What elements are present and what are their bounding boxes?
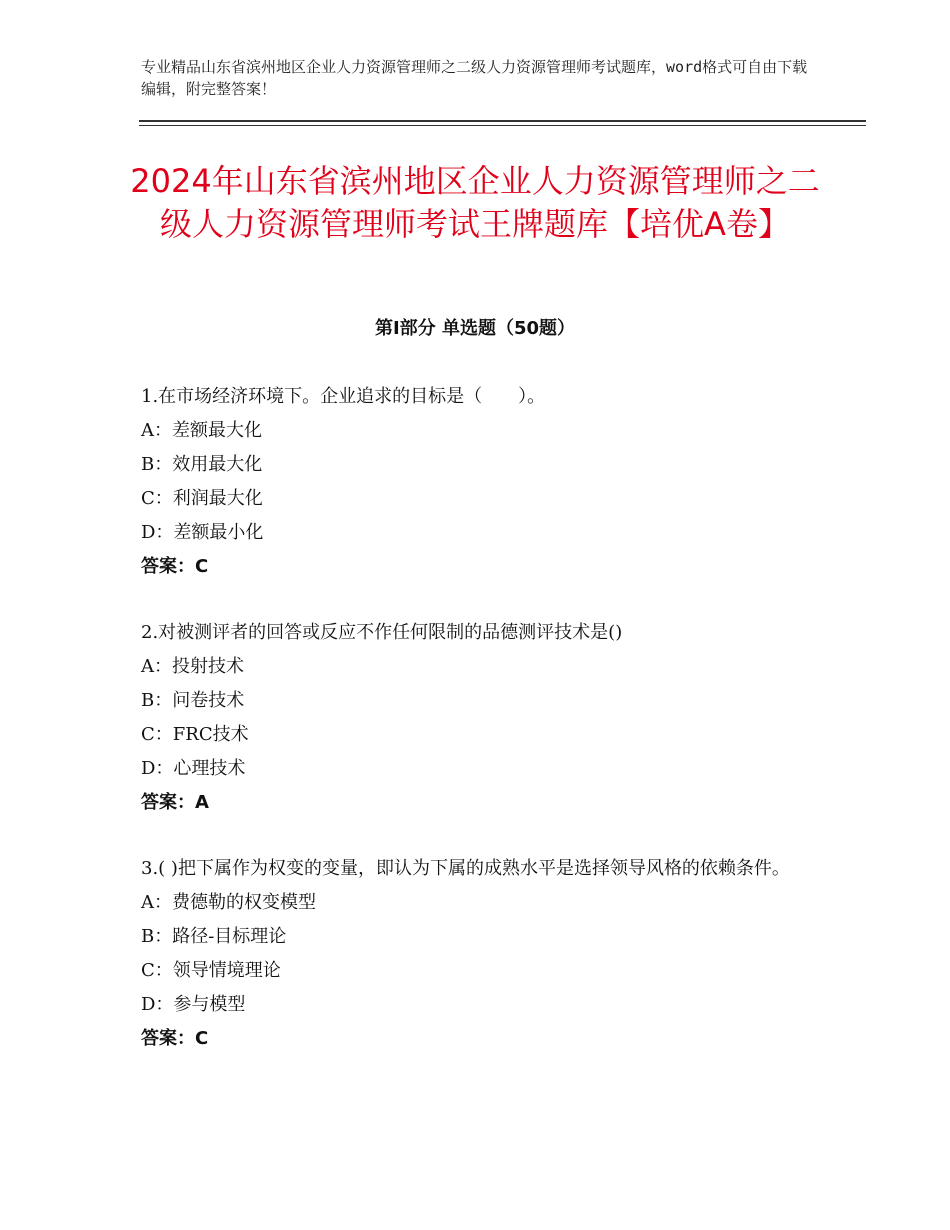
- option-b: B：问卷技术: [141, 690, 245, 711]
- option-c: C：FRC技术: [141, 724, 249, 745]
- question-stem: 2.对被测评者的回答或反应不作任何限制的品德测评技术是(): [141, 622, 623, 643]
- option-d: D：参与模型: [141, 994, 246, 1015]
- question-3: [141, 852, 821, 1056]
- question-stem: 1.在市场经济环境下。企业追求的目标是（ ）。: [141, 386, 546, 407]
- header-divider-thin: [139, 125, 866, 126]
- option-b: B：效用最大化: [141, 454, 263, 475]
- header-note: 专业精品山东省滨州地区企业人力资源管理师之二级人力资源管理师考试题库，word格式可自由下载编辑，附完整答案！: [141, 58, 808, 98]
- answer-line: 答案：A: [141, 792, 209, 813]
- option-b: B：路径-目标理论: [141, 926, 287, 947]
- option-a: A：投射技术: [141, 656, 244, 677]
- answer-line: 答案：C: [141, 556, 209, 577]
- option-d: D：心理技术: [141, 758, 246, 779]
- question-2: [141, 616, 821, 820]
- document-title: 2024年山东省滨州地区企业人力资源管理师之二级人力资源管理师考试王牌题库【培优A卷】: [130, 162, 820, 243]
- section-title: 第Ⅰ部分 单选题（50题）: [374, 318, 575, 339]
- question-1: [141, 380, 821, 584]
- question-stem: 3.( )把下属作为权变的变量，即认为下属的成熟水平是选择领导风格的依赖条件。: [141, 858, 790, 879]
- option-c: C：领导情境理论: [141, 960, 281, 981]
- answer-line: 答案：C: [141, 1028, 209, 1049]
- option-c: C：利润最大化: [141, 488, 263, 509]
- option-a: A：费德勒的权变模型: [141, 892, 316, 913]
- header-divider-thick: [139, 120, 866, 122]
- option-d: D：差额最小化: [141, 522, 264, 543]
- question-list: [141, 380, 821, 1088]
- option-a: A：差额最大化: [141, 420, 262, 441]
